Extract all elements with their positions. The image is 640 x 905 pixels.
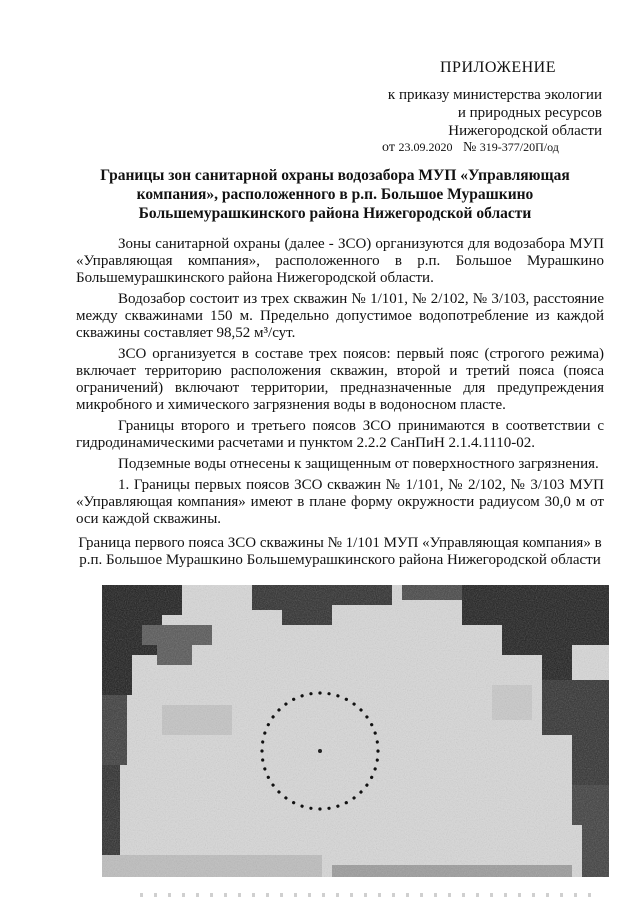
order-reference: [330, 86, 602, 140]
order-date: 23.09.2020: [398, 140, 453, 154]
order-date-number: [382, 140, 559, 156]
date-prefix: от: [382, 140, 395, 155]
document-body: [76, 236, 604, 532]
map-graphic: [102, 585, 609, 877]
paragraph-1: Зоны санитарной охраны (далее - ЗСО) организуются для водозабора МУП «Управляющая компания», расположенного в р.п. Большое Мурашкино Большемурашкинского района Нижегородской области.: [76, 236, 604, 286]
well-marker: [318, 749, 322, 753]
paragraph-3: ЗСО организуется в составе трех поясов: первый пояс (строгого режима) включает территорию расположения скважин, второй и третий пояса (пояса ограничений) включают территории, предназначенные для предупреждения микробного и химического загрязнения воды в водоносном пласте.: [76, 346, 604, 413]
order-reference-line-3: Нижегородской области: [448, 123, 602, 139]
document-heading: Границы зон санитарной охраны водозабора МУП «Управляющая компания», расположенного в р.п. Большое Мурашкино Большемурашкинского района Нижегородской области: [100, 167, 570, 222]
order-reference-line-1: к приказу министерства экологии: [387, 87, 602, 103]
paragraph-6: 1. Границы первых поясов ЗСО скважин № 1/101, № 2/102, № 3/103 МУП «Управляющая компания» имеют в плане форму окружности радиусом 30,0 м от оси каждой скважины.: [76, 477, 604, 527]
number-prefix: №: [462, 140, 477, 155]
paragraph-5: Подземные воды отнесены к защищенным от поверхностного загрязнения.: [118, 456, 599, 472]
map-caption: Граница первого пояса ЗСО скважины № 1/101 МУП «Управляющая компания» в р.п. Большое Мурашкино Большемурашкинского района Нижегородской области: [78, 535, 602, 568]
order-reference-line-2: и природных ресурсов: [457, 105, 602, 121]
satellite-map-image: [102, 585, 609, 877]
order-number: 319-377/20П/од: [479, 140, 559, 154]
paragraph-2: Водозабор состоит из трех скважин № 1/101, № 2/102, № 3/103, расстояние между скважинами 150 м. Предельно допустимое водопотребление из каждой скважины составляет 98,52 м³/сут.: [76, 291, 604, 341]
appendix-title: ПРИЛОЖЕНИЕ: [440, 59, 557, 76]
scan-artifact: [140, 893, 600, 897]
paragraph-4: Границы второго и третьего поясов ЗСО принимаются в соответствии с гидродинамическими расчетами и пунктом 2.2.2 СанПиН 2.1.4.1110-02.: [76, 418, 604, 451]
